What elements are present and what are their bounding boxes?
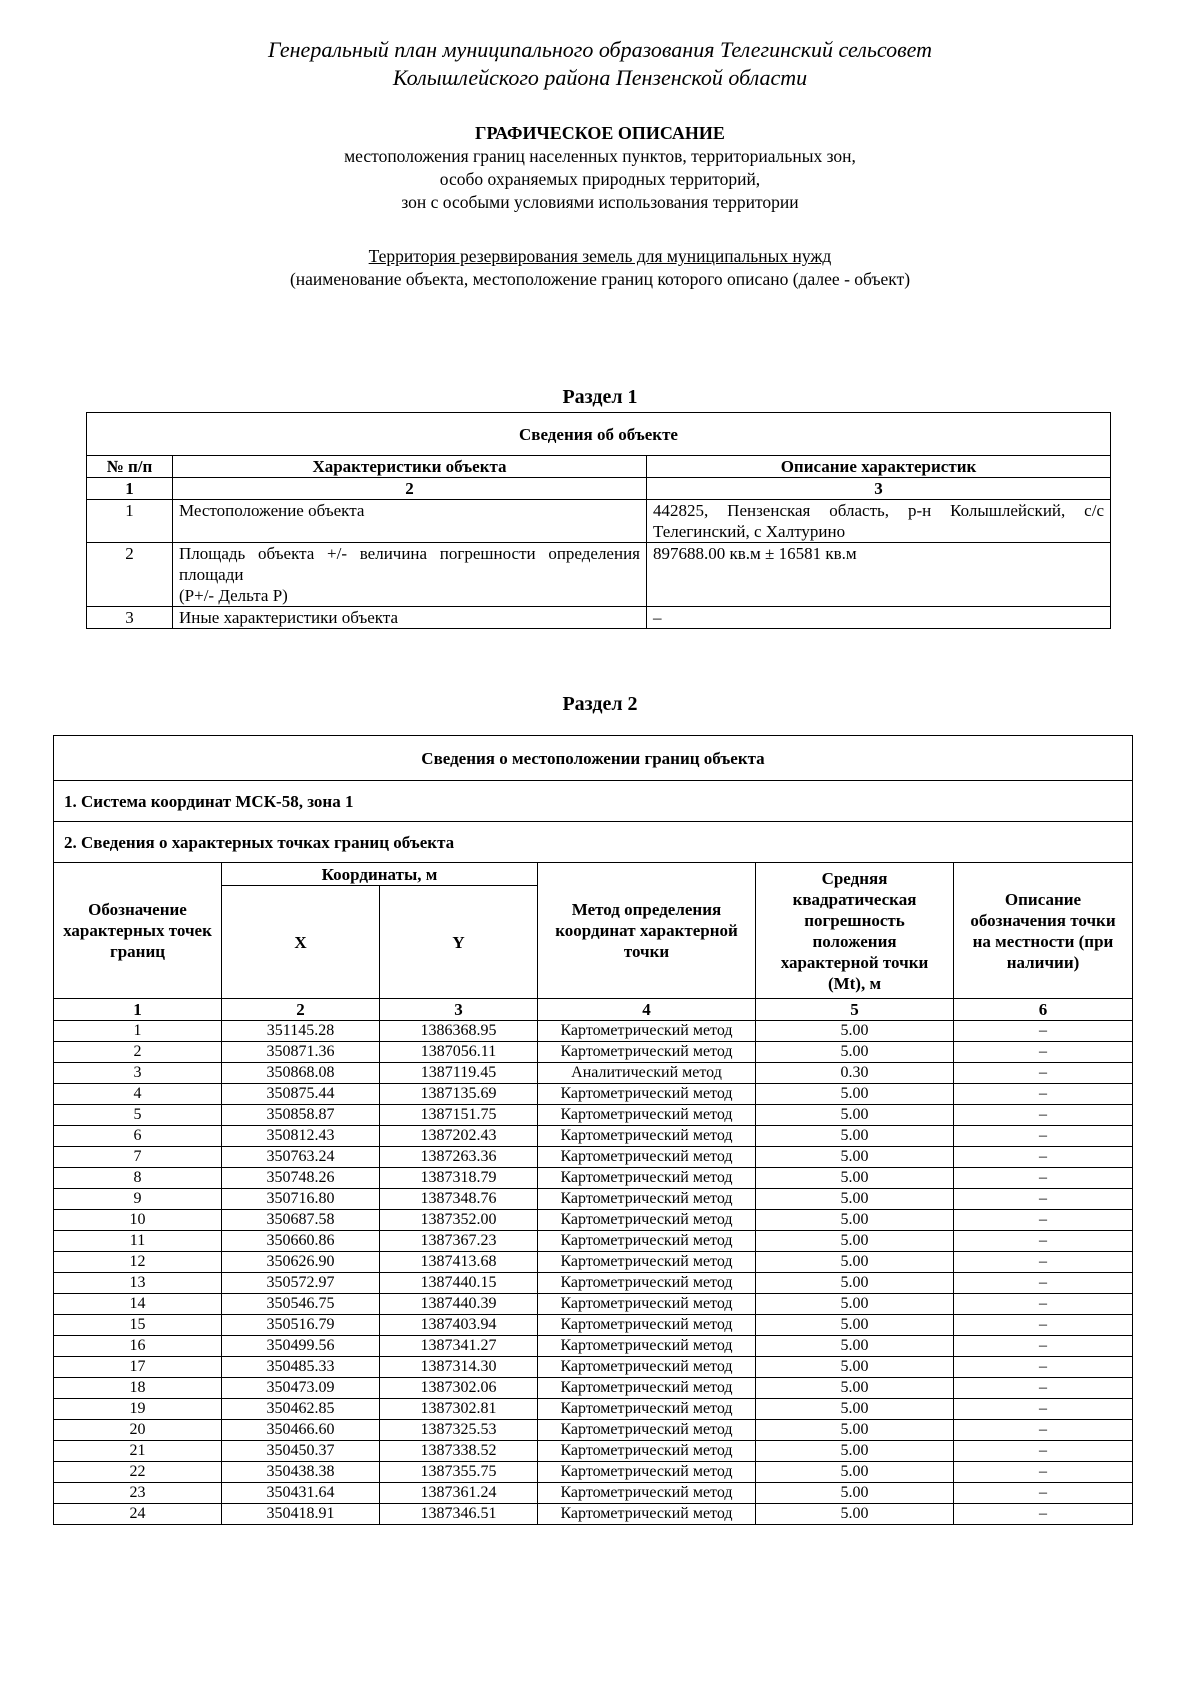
coord-x: 350763.24 — [222, 1147, 380, 1168]
table-row — [54, 1420, 1133, 1441]
coord-y: 1386368.95 — [380, 1021, 538, 1042]
coord-y: 1387352.00 — [380, 1210, 538, 1231]
column-number: 5 — [756, 999, 954, 1021]
error-cell: 5.00 — [756, 1504, 954, 1525]
coord-y: 1387413.68 — [380, 1252, 538, 1273]
coord-x: 350812.43 — [222, 1126, 380, 1147]
method-cell: Картометрический метод — [538, 1399, 756, 1420]
row-number: 3 — [87, 607, 173, 629]
column-header-x: X — [222, 886, 380, 999]
point-number: 23 — [54, 1483, 222, 1504]
point-description-cell: – — [954, 1378, 1133, 1399]
point-description-cell: – — [954, 1168, 1133, 1189]
point-number: 22 — [54, 1462, 222, 1483]
table-row — [54, 1336, 1133, 1357]
points-numbers-row — [54, 999, 1133, 1021]
point-number: 8 — [54, 1168, 222, 1189]
error-cell: 5.00 — [756, 1483, 954, 1504]
column-header-y: Y — [380, 886, 538, 999]
point-description-cell: – — [954, 1273, 1133, 1294]
points-caption: 2. Сведения о характерных точках границ объекта — [54, 822, 1133, 863]
table-row — [54, 1399, 1133, 1420]
point-number: 15 — [54, 1315, 222, 1336]
method-cell: Картометрический метод — [538, 1336, 756, 1357]
description-cell: – — [647, 607, 1111, 629]
column-header-number: № п/п — [87, 456, 173, 478]
coord-x: 350450.37 — [222, 1441, 380, 1462]
table-row — [54, 1273, 1133, 1294]
coord-y: 1387318.79 — [380, 1168, 538, 1189]
description-cell: 442825, Пензенская область, р-н Колышлейский, с/с Телегинский, с Халтурино — [647, 500, 1111, 543]
table-row — [54, 1084, 1133, 1105]
table-row — [54, 1126, 1133, 1147]
method-cell: Картометрический метод — [538, 1231, 756, 1252]
coord-y: 1387119.45 — [380, 1063, 538, 1084]
error-cell: 5.00 — [756, 1021, 954, 1042]
column-number: 1 — [87, 478, 173, 500]
coord-x: 350858.87 — [222, 1105, 380, 1126]
points-header-row — [54, 863, 1133, 886]
method-cell: Картометрический метод — [538, 1357, 756, 1378]
table-row — [54, 1063, 1133, 1084]
header-line-2: Колышлейского района Пензенской области — [392, 65, 808, 90]
coord-system: 1. Система координат МСК-58, зона 1 — [54, 781, 1133, 822]
error-cell: 5.00 — [756, 1294, 954, 1315]
point-description-cell: – — [954, 1210, 1133, 1231]
coord-x: 350473.09 — [222, 1378, 380, 1399]
point-description-cell: – — [954, 1147, 1133, 1168]
point-number: 16 — [54, 1336, 222, 1357]
point-number: 3 — [54, 1063, 222, 1084]
coord-x: 350660.86 — [222, 1231, 380, 1252]
error-cell: 5.00 — [756, 1210, 954, 1231]
error-cell: 5.00 — [756, 1462, 954, 1483]
coord-y: 1387403.94 — [380, 1315, 538, 1336]
point-number: 10 — [54, 1210, 222, 1231]
table-row — [54, 1441, 1133, 1462]
characteristic-text: Площадь объекта +/- величина погрешности определения площади — [179, 544, 640, 584]
object-info-header-row — [87, 456, 1111, 478]
error-cell: 5.00 — [756, 1147, 954, 1168]
error-cell: 5.00 — [756, 1336, 954, 1357]
error-cell: 5.00 — [756, 1273, 954, 1294]
characteristic-cell: Иные характеристики объекта — [173, 607, 647, 629]
coord-y: 1387302.81 — [380, 1399, 538, 1420]
table-row — [87, 500, 1111, 543]
method-cell: Картометрический метод — [538, 1210, 756, 1231]
error-cell: 5.00 — [756, 1378, 954, 1399]
method-cell: Картометрический метод — [538, 1105, 756, 1126]
section-1-title: Раздел 1 — [562, 386, 638, 408]
title-line-1: местоположения границ населенных пунктов, территориальных зон, — [344, 146, 856, 166]
coord-y: 1387440.39 — [380, 1294, 538, 1315]
boundary-caption-row — [54, 736, 1133, 781]
point-description-cell: – — [954, 1063, 1133, 1084]
coord-y: 1387355.75 — [380, 1462, 538, 1483]
coord-y: 1387302.06 — [380, 1378, 538, 1399]
point-description-cell: – — [954, 1294, 1133, 1315]
table-row — [54, 1315, 1133, 1336]
error-cell: 5.00 — [756, 1084, 954, 1105]
method-cell: Аналитический метод — [538, 1063, 756, 1084]
coord-x: 350875.44 — [222, 1084, 380, 1105]
point-number: 12 — [54, 1252, 222, 1273]
column-header-characteristic: Характеристики объекта — [173, 456, 647, 478]
point-number: 11 — [54, 1231, 222, 1252]
error-cell: 5.00 — [756, 1441, 954, 1462]
method-cell: Картометрический метод — [538, 1294, 756, 1315]
error-cell: 5.00 — [756, 1231, 954, 1252]
coord-x: 350572.97 — [222, 1273, 380, 1294]
point-description-cell: – — [954, 1483, 1133, 1504]
point-description-cell: – — [954, 1462, 1133, 1483]
coord-x: 350516.79 — [222, 1315, 380, 1336]
method-cell: Картометрический метод — [538, 1042, 756, 1063]
table-row — [54, 1504, 1133, 1525]
section-2-title: Раздел 2 — [562, 693, 638, 715]
table-row — [87, 607, 1111, 629]
method-cell: Картометрический метод — [538, 1504, 756, 1525]
column-header-error: Средняя квадратическая погрешность положения характерной точки (Mt), м — [756, 863, 954, 999]
coord-y: 1387202.43 — [380, 1126, 538, 1147]
column-number: 3 — [380, 999, 538, 1021]
coord-x: 350462.85 — [222, 1399, 380, 1420]
column-header-description: Описание характеристик — [647, 456, 1111, 478]
table-row — [54, 1357, 1133, 1378]
page-header — [0, 36, 1200, 92]
point-number: 17 — [54, 1357, 222, 1378]
method-cell: Картометрический метод — [538, 1315, 756, 1336]
error-cell: 5.00 — [756, 1315, 954, 1336]
coord-x: 350871.36 — [222, 1042, 380, 1063]
coord-y: 1387348.76 — [380, 1189, 538, 1210]
error-cell: 5.00 — [756, 1126, 954, 1147]
coord-y: 1387056.11 — [380, 1042, 538, 1063]
point-description-cell: – — [954, 1105, 1133, 1126]
point-number: 2 — [54, 1042, 222, 1063]
method-cell: Картометрический метод — [538, 1126, 756, 1147]
document-title: ГРАФИЧЕСКОЕ ОПИСАНИЕ — [475, 123, 725, 143]
point-number: 13 — [54, 1273, 222, 1294]
error-cell: 5.00 — [756, 1420, 954, 1441]
coord-y: 1387361.24 — [380, 1483, 538, 1504]
object-info-numbers-row — [87, 478, 1111, 500]
point-number: 24 — [54, 1504, 222, 1525]
column-header-coordinates: Координаты, м — [222, 863, 538, 886]
method-cell: Картометрический метод — [538, 1483, 756, 1504]
table-row — [54, 1210, 1133, 1231]
coord-x: 350418.91 — [222, 1504, 380, 1525]
coord-x: 350868.08 — [222, 1063, 380, 1084]
error-cell: 5.00 — [756, 1042, 954, 1063]
point-number: 14 — [54, 1294, 222, 1315]
coord-x: 350546.75 — [222, 1294, 380, 1315]
point-description-cell: – — [954, 1021, 1133, 1042]
column-number: 2 — [222, 999, 380, 1021]
title-line-2: особо охраняемых природных территорий, — [439, 169, 761, 189]
row-number: 1 — [87, 500, 173, 543]
boundary-points-table — [53, 735, 1133, 1525]
point-description-cell: – — [954, 1231, 1133, 1252]
object-name: Территория резервирования земель для муниципальных нужд — [368, 246, 832, 266]
header-line-1: Генеральный план муниципального образования Телегинский сельсовет — [268, 37, 932, 62]
method-cell: Картометрический метод — [538, 1189, 756, 1210]
characteristic-cell — [173, 543, 647, 607]
point-description-cell: – — [954, 1357, 1133, 1378]
document-title-block — [0, 122, 1200, 214]
coord-y: 1387325.53 — [380, 1420, 538, 1441]
column-header-method: Метод определения координат характерной точки — [538, 863, 756, 999]
point-number: 9 — [54, 1189, 222, 1210]
table-row — [54, 1483, 1133, 1504]
coord-y: 1387341.27 — [380, 1336, 538, 1357]
point-number: 19 — [54, 1399, 222, 1420]
method-cell: Картометрический метод — [538, 1420, 756, 1441]
coord-system-row — [54, 781, 1133, 822]
coord-y: 1387346.51 — [380, 1504, 538, 1525]
object-info-caption: Сведения об объекте — [87, 413, 1111, 456]
column-header-point-description: Описание обозначения точки на местности (при наличии) — [954, 863, 1133, 999]
column-header-designation: Обозначение характерных точек границ — [54, 863, 222, 999]
point-number: 18 — [54, 1378, 222, 1399]
method-cell: Картометрический метод — [538, 1378, 756, 1399]
coord-y: 1387440.15 — [380, 1273, 538, 1294]
coord-y: 1387151.75 — [380, 1105, 538, 1126]
characteristic-cell: Местоположение объекта — [173, 500, 647, 543]
description-cell: 897688.00 кв.м ± 16581 кв.м — [647, 543, 1111, 607]
method-cell: Картометрический метод — [538, 1252, 756, 1273]
coord-y: 1387314.30 — [380, 1357, 538, 1378]
table-row — [54, 1105, 1133, 1126]
row-number: 2 — [87, 543, 173, 607]
point-description-cell: – — [954, 1336, 1133, 1357]
point-description-cell: – — [954, 1315, 1133, 1336]
coord-x: 350716.80 — [222, 1189, 380, 1210]
object-info-table — [86, 412, 1111, 629]
coord-x: 350748.26 — [222, 1168, 380, 1189]
object-note: (наименование объекта, местоположение границ которого описано (далее - объект) — [289, 269, 911, 289]
table-row — [54, 1042, 1133, 1063]
point-description-cell: – — [954, 1126, 1133, 1147]
method-cell: Картометрический метод — [538, 1273, 756, 1294]
method-cell: Картометрический метод — [538, 1462, 756, 1483]
point-description-cell: – — [954, 1504, 1133, 1525]
object-info-caption-row — [87, 413, 1111, 456]
coord-y: 1387135.69 — [380, 1084, 538, 1105]
column-number: 6 — [954, 999, 1133, 1021]
table-row — [54, 1252, 1133, 1273]
table-row — [54, 1231, 1133, 1252]
point-number: 1 — [54, 1021, 222, 1042]
table-row — [54, 1147, 1133, 1168]
point-number: 20 — [54, 1420, 222, 1441]
point-number: 7 — [54, 1147, 222, 1168]
point-number: 21 — [54, 1441, 222, 1462]
point-description-cell: – — [954, 1084, 1133, 1105]
column-number: 1 — [54, 999, 222, 1021]
title-line-3: зон с особыми условиями использования территории — [401, 192, 799, 212]
point-description-cell: – — [954, 1420, 1133, 1441]
method-cell: Картометрический метод — [538, 1021, 756, 1042]
error-cell: 5.00 — [756, 1105, 954, 1126]
coord-y: 1387263.36 — [380, 1147, 538, 1168]
table-row — [54, 1294, 1133, 1315]
method-cell: Картометрический метод — [538, 1147, 756, 1168]
table-row — [87, 543, 1111, 607]
coord-y: 1387338.52 — [380, 1441, 538, 1462]
object-block — [0, 245, 1200, 291]
column-number: 2 — [173, 478, 647, 500]
method-cell: Картометрический метод — [538, 1441, 756, 1462]
error-cell: 5.00 — [756, 1357, 954, 1378]
method-cell: Картометрический метод — [538, 1168, 756, 1189]
coord-x: 350687.58 — [222, 1210, 380, 1231]
point-number: 6 — [54, 1126, 222, 1147]
column-number: 4 — [538, 999, 756, 1021]
table-row — [54, 1021, 1133, 1042]
characteristic-extra-text: (Р+/- Дельта Р) — [179, 586, 288, 605]
coord-x: 350626.90 — [222, 1252, 380, 1273]
coord-x: 350466.60 — [222, 1420, 380, 1441]
coord-x: 350485.33 — [222, 1357, 380, 1378]
point-description-cell: – — [954, 1399, 1133, 1420]
table-row — [54, 1462, 1133, 1483]
point-description-cell: – — [954, 1252, 1133, 1273]
point-description-cell: – — [954, 1042, 1133, 1063]
column-number: 3 — [647, 478, 1111, 500]
error-cell: 5.00 — [756, 1168, 954, 1189]
boundary-caption: Сведения о местоположении границ объекта — [54, 736, 1133, 781]
point-description-cell: – — [954, 1441, 1133, 1462]
method-cell: Картометрический метод — [538, 1084, 756, 1105]
point-description-cell: – — [954, 1189, 1133, 1210]
coord-x: 351145.28 — [222, 1021, 380, 1042]
table-row — [54, 1168, 1133, 1189]
error-cell: 5.00 — [756, 1252, 954, 1273]
error-cell: 5.00 — [756, 1399, 954, 1420]
points-body — [54, 1021, 1133, 1525]
error-cell: 5.00 — [756, 1189, 954, 1210]
point-number: 5 — [54, 1105, 222, 1126]
coord-y: 1387367.23 — [380, 1231, 538, 1252]
error-cell: 0.30 — [756, 1063, 954, 1084]
table-row — [54, 1189, 1133, 1210]
coord-x: 350438.38 — [222, 1462, 380, 1483]
point-number: 4 — [54, 1084, 222, 1105]
coord-x: 350499.56 — [222, 1336, 380, 1357]
coord-x: 350431.64 — [222, 1483, 380, 1504]
table-row — [54, 1378, 1133, 1399]
points-caption-row — [54, 822, 1133, 863]
